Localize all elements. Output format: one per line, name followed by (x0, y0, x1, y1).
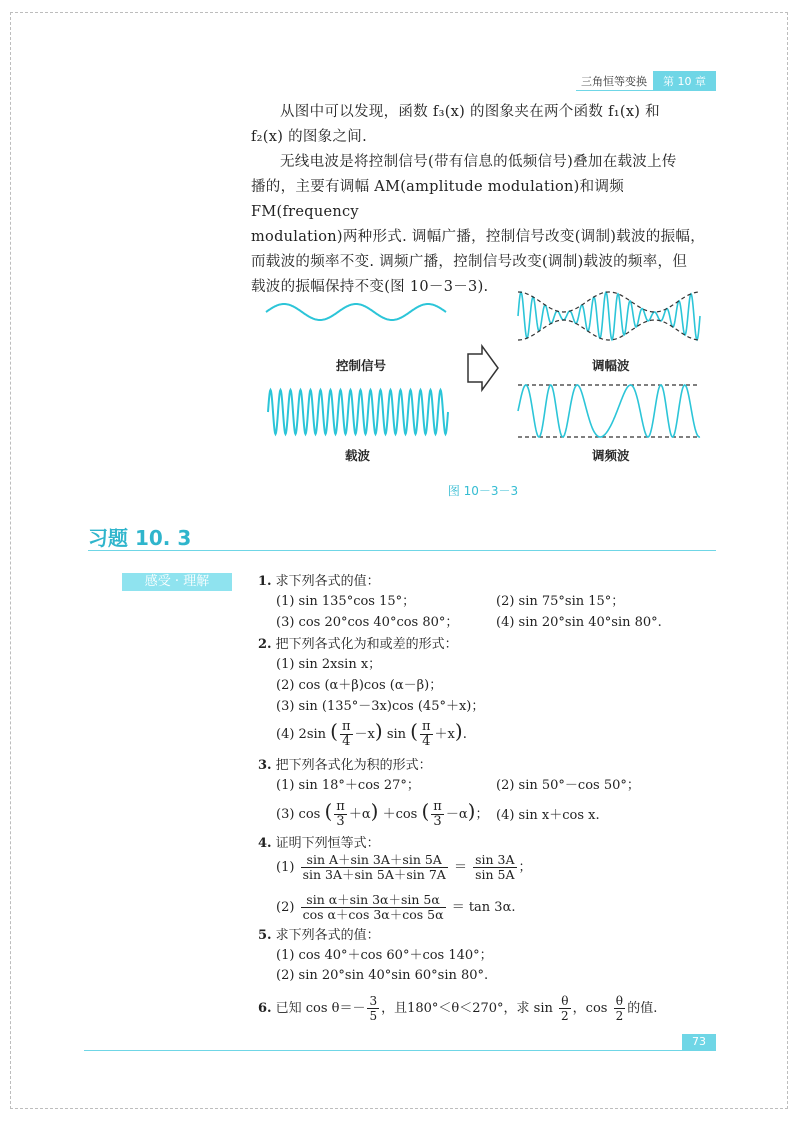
para-line: 无线电波是将控制信号(带有信息的低频信号)叠加在载波上传 (280, 154, 677, 170)
question-number: 4. (258, 836, 272, 851)
am-wave (518, 292, 700, 340)
paragraph-2 (251, 150, 717, 300)
q3-item-4: (4) sin x＋cos x. (496, 808, 600, 823)
q1-item-2: (2) sin 75°sin 15°； (496, 594, 625, 609)
question-3 (258, 756, 432, 776)
q5-item-2: (2) sin 20°sin 40°sin 60°sin 80°. (276, 968, 489, 983)
para-line: 载波的振幅保持不变(图 10－3－3). (251, 279, 489, 295)
expr-text: . (462, 727, 467, 742)
q2-item-4: (4) 2sin ( $\frac{\pi}{4}$ －x) sin ( $\frac{\pi}{4}$ ＋x). (276, 719, 467, 749)
q1-item-1: (1) sin 135°cos 15°； (276, 594, 416, 609)
section-tag: 感受 · 理解 (122, 573, 232, 591)
arrow-icon (468, 346, 498, 390)
q3-item-2: (2) sin 50°－cos 50°； (496, 778, 640, 793)
expr-text: (3) cos (276, 807, 321, 822)
fraction-denominator: sin 3A＋sin 5A＋sin 7A (302, 867, 446, 882)
q4-item-2 (276, 893, 515, 922)
q1-item-4: (4) sin 20°sin 40°sin 80°. (496, 615, 662, 630)
question-4 (258, 834, 380, 854)
q1-item-3: (3) cos 20°cos 40°cos 80°； (276, 615, 459, 630)
question-text: 求下列各式的值： (275, 574, 380, 589)
question-number: 2. (258, 637, 272, 652)
question-text: 证明下列恒等式： (275, 836, 380, 851)
q2-item-2: (2) cos (α＋β)cos (α－β)； (276, 678, 443, 693)
question-text: 把下列各式化为和或差的形式： (275, 637, 458, 652)
fm-wave (518, 385, 700, 437)
expr-text: ，且180°＜θ＜270°，求 sin (381, 1001, 553, 1016)
question-6: 6. 已知 cos θ＝－ $\frac{3}{5}$ ，且180°＜θ＜270°，求 sin $\frac{\theta}{2}$ ，cos $\frac{\theta}{2}$ 的值. (258, 994, 658, 1023)
question-1 (258, 572, 380, 592)
paragraph-1 (251, 100, 717, 150)
fraction-denominator: sin 5A (475, 867, 515, 882)
fraction-numerator: sin 3A (475, 852, 515, 867)
q3-item-3: (3) cos ( $\frac{\pi}{3}$ ＋α) ＋cos ( $\frac{\pi}{3}$ －α)； (276, 799, 489, 829)
q4-item-1: (1) $\frac{\text{sin A＋sin 3A＋sin 5A}}{\sin 3A+\sin 5A+\sin 7A}$ ＝ $\frac{\sin 3A}{\sin 5A}$ ； (276, 852, 532, 882)
section-title: 习题 10. 3 (88, 526, 192, 550)
expr-text: sin (386, 727, 407, 742)
expr-text: ； (475, 807, 489, 822)
section-rule (88, 550, 716, 551)
question-number: 3. (258, 758, 272, 773)
para-line: 从图中可以发现，函数 f₃(x) 的图象夹在两个函数 f₁(x) 和 (280, 104, 660, 120)
q2-item-3: (3) sin (135°－3x)cos (45°＋x)； (276, 699, 485, 714)
expr-text: (1) (276, 860, 295, 875)
running-header (575, 72, 716, 90)
question-number: 5. (258, 928, 272, 943)
para-line: modulation)两种形式. 调幅广播，控制信号改变(调制)载波的振幅， (251, 229, 706, 245)
label-am: 调幅波 (592, 358, 630, 373)
q3-item-1: (1) sin 18°＋cos 27°； (276, 778, 420, 793)
expr-text: ＝ tan 3α. (451, 900, 516, 915)
para-line: 而载波的频率不变. 调频广播，控制信号改变(调制)载波的频率，但 (251, 254, 688, 270)
header-rule (576, 90, 716, 91)
question-number: 1. (258, 574, 272, 589)
fraction-numerator: 3 (369, 994, 378, 1008)
question-5 (258, 926, 380, 946)
expr-text: 的值. (627, 1001, 658, 1016)
fraction-denominator: cos α＋cos 3α＋cos 5α (302, 907, 444, 922)
label-fm: 调频波 (592, 448, 630, 463)
expr-text: ，cos (572, 1001, 608, 1016)
q5-item-1: (1) cos 40°＋cos 60°＋cos 140°； (276, 948, 493, 963)
carrier-wave (268, 390, 448, 434)
para-line: f₂(x) 的图象之间. (251, 129, 367, 145)
fraction-denominator: 5 (369, 1009, 378, 1023)
question-2 (258, 635, 458, 655)
figure-caption: 图 10－3－3 (447, 484, 519, 498)
question-text: 求下列各式的值： (275, 928, 380, 943)
expr-text: (4) 2sin (276, 727, 327, 742)
modulation-figure (260, 280, 720, 460)
q2-item-1: (1) sin 2xsin x； (276, 657, 382, 672)
expr-text: (2) (276, 900, 295, 915)
control-signal-wave (266, 304, 446, 320)
para-line: 播的，主要有调幅 AM(amplitude modulation)和调频 FM(frequency (251, 179, 625, 220)
fraction-numerator: sin A＋sin 3A＋sin 5A (301, 853, 448, 868)
fraction-numerator: sin α＋sin 3α＋sin 5α (301, 893, 446, 908)
question-text: 把下列各式化为积的形式： (275, 758, 432, 773)
footer-rule (84, 1050, 716, 1051)
header-chapter: 第 10 章 (653, 71, 716, 91)
label-control-signal: 控制信号 (336, 358, 387, 373)
page-number: 73 (682, 1034, 716, 1050)
expr-text: ＋cos (382, 807, 418, 822)
expr-text: 已知 cos θ＝－ (275, 1001, 366, 1016)
label-carrier: 载波 (345, 448, 371, 463)
header-title: 三角恒等变换 (581, 75, 647, 88)
question-number: 6. (258, 1001, 272, 1016)
